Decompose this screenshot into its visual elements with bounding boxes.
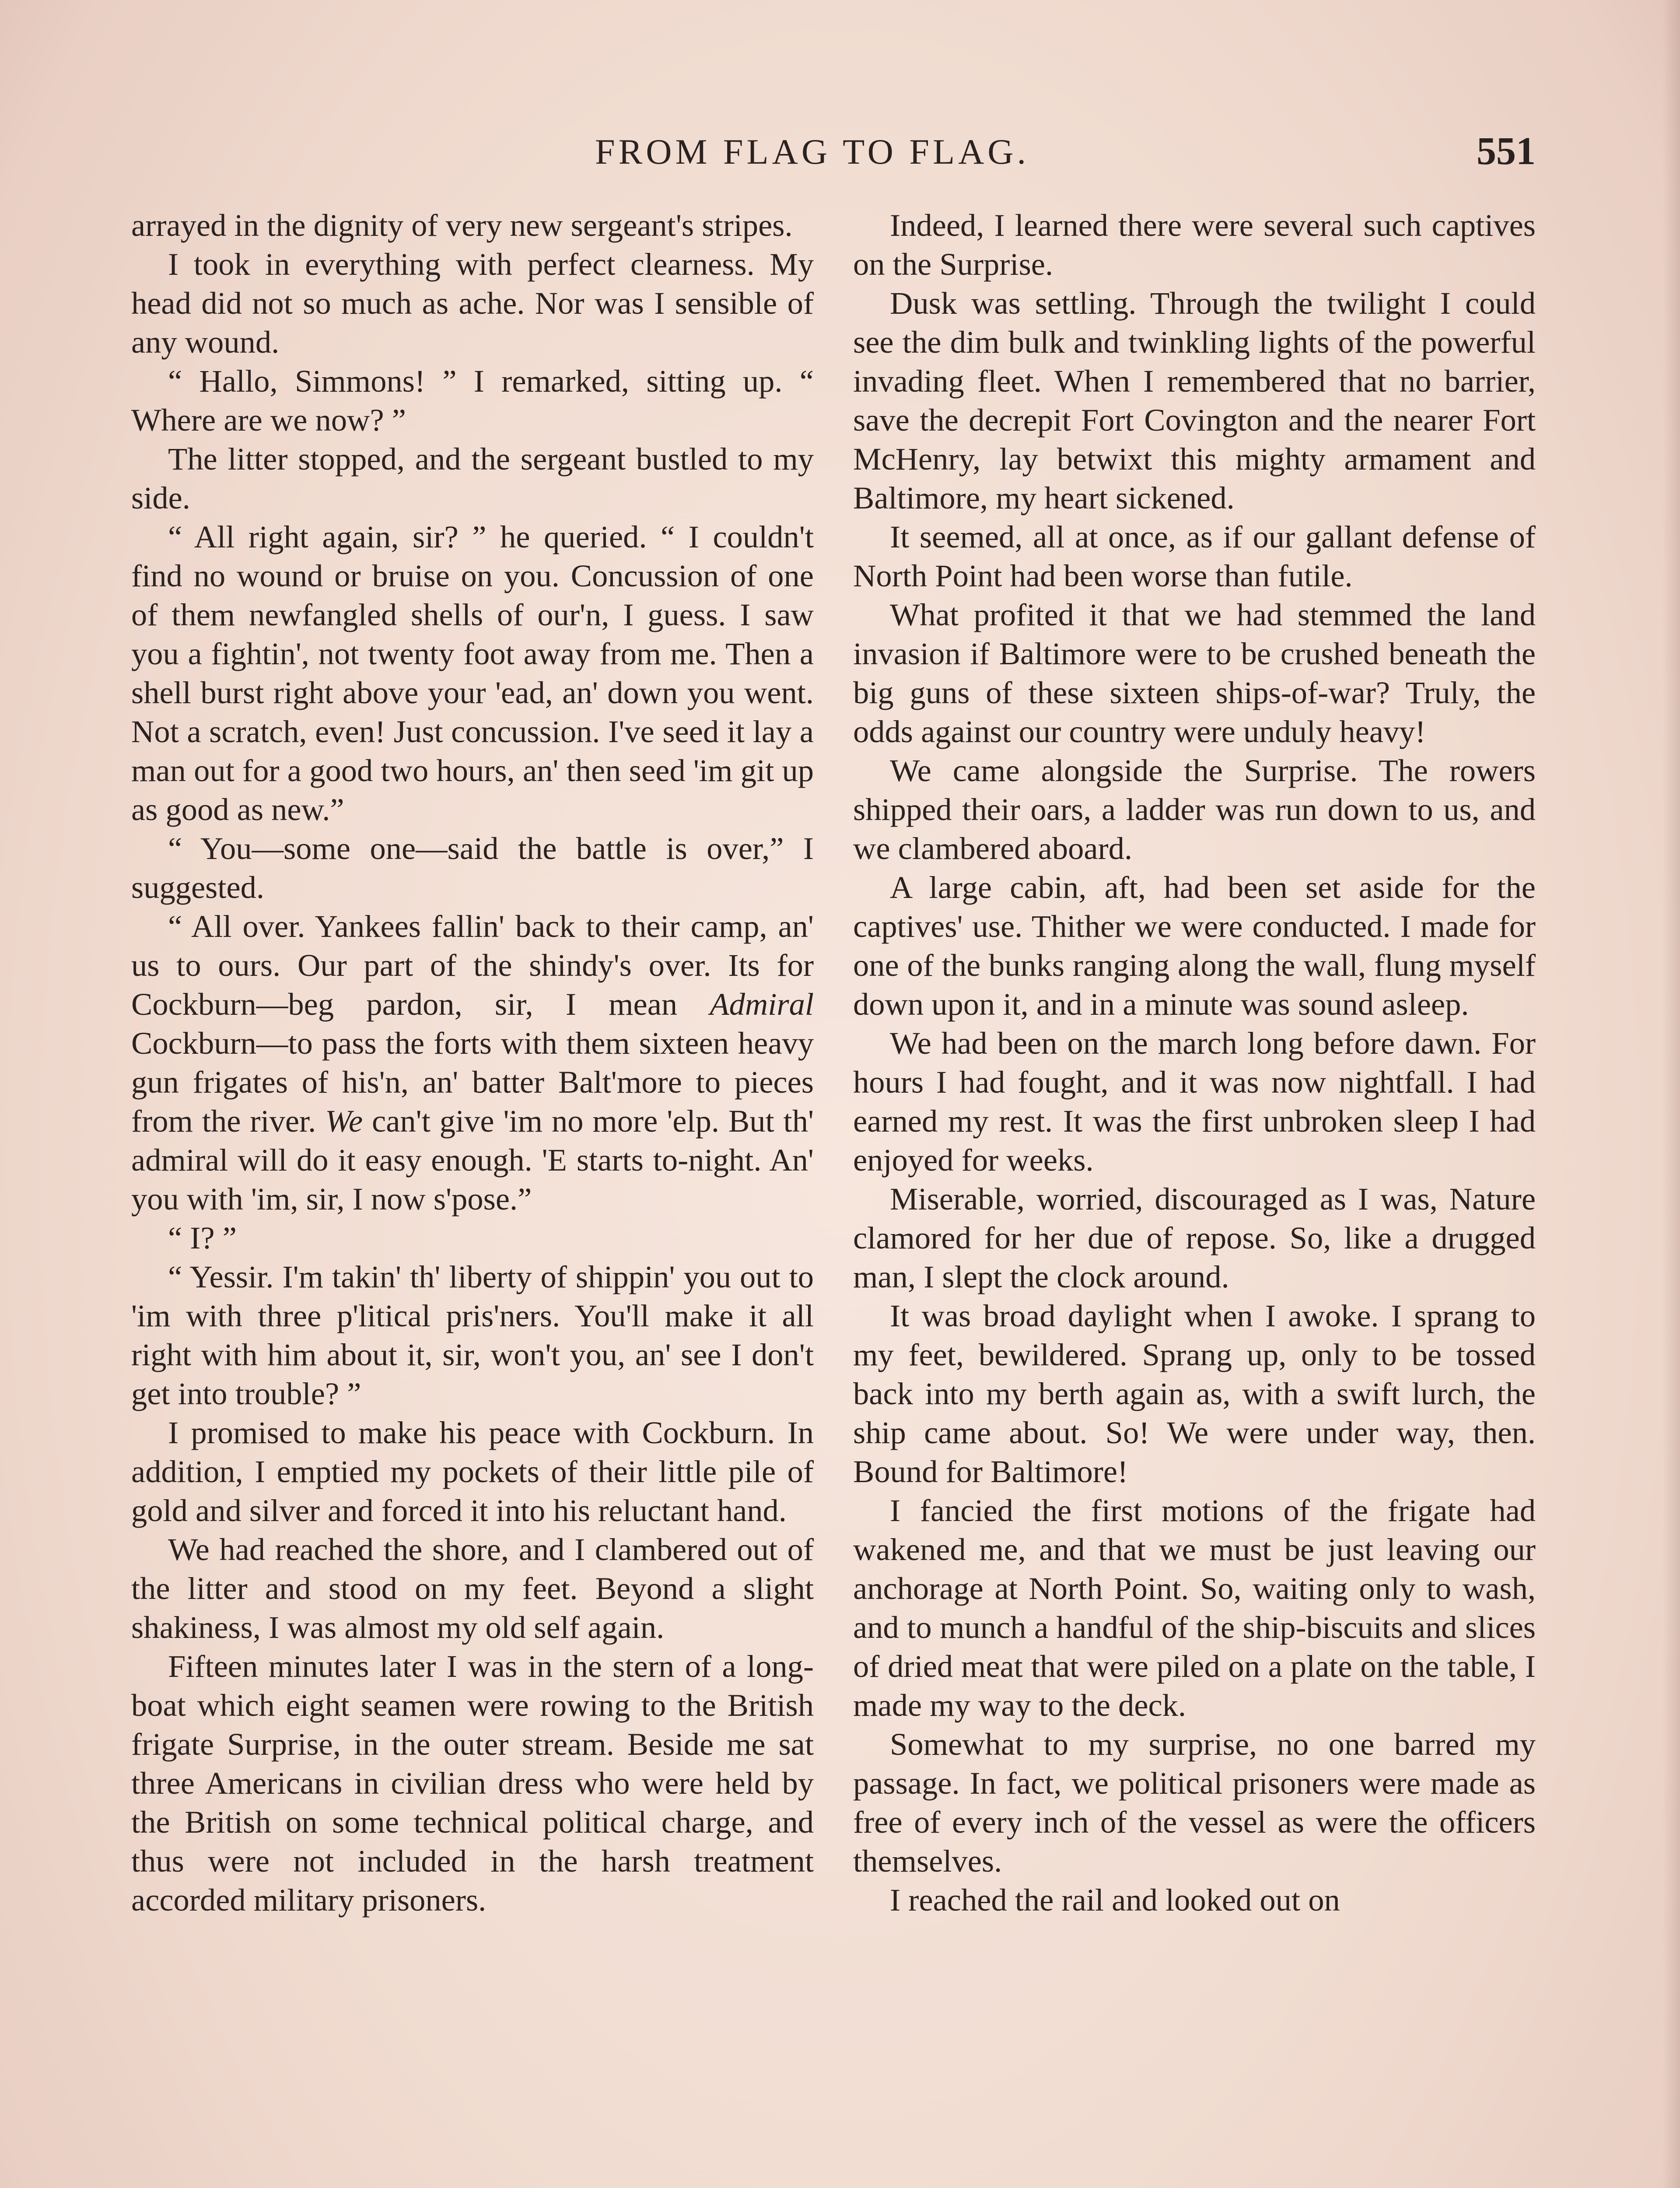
italic-word: We bbox=[325, 1103, 363, 1139]
paragraph: I fancied the first motions of the frigate had wakened me, and that we must be just leaving our anchorage at North Point. So, waiting only to wash, and to munch a handful of the ship-biscuits and slices of dried meat that were piled on a plate on the table, I made my way to the deck. bbox=[853, 1493, 1536, 1723]
paragraph: “ I? ” bbox=[168, 1220, 237, 1255]
paragraph: What profited it that we had stemmed the land invasion if Baltimore were to be crushed beneath the big guns of these sixteen ships-of-war? Truly, the odds against our country were unduly heavy! bbox=[853, 597, 1536, 749]
left-column bbox=[131, 206, 814, 1919]
italic-word: Admiral bbox=[710, 986, 814, 1022]
paragraph: “ You—some one—said the battle is over,” I suggested. bbox=[131, 831, 814, 905]
paragraph: Dusk was settling. Through the twilight I could see the dim bulk and twinkling lights of the powerful invading fleet. When I remembered that no barrier, save the decrepit Fort Covington and the nearer Fort McHenry, lay betwixt this mighty armament and Baltimore, my heart sickened. bbox=[853, 285, 1536, 515]
paragraph: I promised to make his peace with Cockburn. In addition, I emptied my pockets of their little pile of gold and silver and forced it into his reluctant hand. bbox=[131, 1415, 814, 1528]
paragraph-with-italics bbox=[131, 907, 814, 1218]
paragraph: I reached the rail and looked out on bbox=[890, 1882, 1340, 1918]
paragraph: “ Yessir. I'm takin' th' liberty of shippin' you out to 'im with three p'litical pris'ners. You'll make it all right with him about it, sir, won't you, an' see I don't get into trouble? ” bbox=[131, 1259, 814, 1411]
page-number: 551 bbox=[1477, 130, 1536, 173]
paragraph: Miserable, worried, discouraged as I was, Nature clamored for her due of repose. So, like a drugged man, I slept the clock around. bbox=[853, 1181, 1536, 1294]
paragraph: Indeed, I learned there were several such captives on the Surprise. bbox=[853, 207, 1536, 282]
paragraph: “ Hallo, Simmons! ” I remarked, sitting up. “ Where are we now? ” bbox=[131, 363, 814, 438]
right-column bbox=[853, 206, 1536, 1919]
paragraph: arrayed in the dignity of very new sergeant's stripes. bbox=[131, 207, 793, 243]
text-run: “ All over. Yankees fallin' back to their camp, an' us to ours. Our part of the shindy's over. Its for Cockburn—beg pardon, sir, I mean bbox=[131, 908, 814, 1022]
paragraph: We had reached the shore, and I clambered out of the litter and stood on my feet. Beyond a slight shakiness, I was almost my old self again. bbox=[131, 1532, 814, 1645]
paragraph: The litter stopped, and the sergeant bustled to my side. bbox=[131, 441, 814, 515]
paragraph: A large cabin, aft, had been set aside for the captives' use. Thither we were conducted. I made for one of the bunks ranging along the wall, flung myself down upon it, and in a minute was sound asleep. bbox=[853, 870, 1536, 1022]
running-title: FROM FLAG TO FLAG. bbox=[595, 132, 1030, 172]
text-columns bbox=[131, 206, 1536, 2188]
text-run: Cockburn—to pass the forts with them sixteen heavy gun frigates of his'n, an' batter Balt'more to pieces from the river. bbox=[131, 1025, 814, 1139]
paragraph: It was broad daylight when I awoke. I sprang to my feet, bewildered. Sprang up, only to be tossed back into my berth again as, with a swift lurch, the ship came about. So! We were under way, then. Bound for Baltimore! bbox=[853, 1298, 1536, 1489]
paragraph: We had been on the march long before dawn. For hours I had fought, and it was now nightfall. I had earned my rest. It was the first unbroken sleep I had enjoyed for weeks. bbox=[853, 1025, 1536, 1178]
paragraph: We came alongside the Surprise. The rowers shipped their oars, a ladder was run down to us, and we clambered aboard. bbox=[853, 753, 1536, 866]
paragraph: It seemed, all at once, as if our gallant defense of North Point had been worse than futile. bbox=[853, 519, 1536, 593]
page-edge-shadow bbox=[1662, 0, 1680, 2188]
paragraph: Somewhat to my surprise, no one barred my passage. In fact, we political prisoners were made as free of every inch of the vessel as were the officers themselves. bbox=[853, 1726, 1536, 1879]
paragraph: “ All right again, sir? ” he queried. “ I couldn't find no wound or bruise on you. Concussion of one of them newfangled shells of our'n, I guess. I saw you a fightin', not twenty foot away from me. Then a shell burst right above your 'ead, an' down you went. Not a scratch, even! Just concussion. I've seed it lay a man out for a good two hours, an' then seed 'im git up as good as new.” bbox=[131, 519, 814, 827]
text-run: can't give 'im no more 'elp. But th' admiral will do it easy enough. 'E starts to-night. An' you with 'im, sir, I now s'pose.” bbox=[131, 1103, 814, 1217]
paragraph: Fifteen minutes later I was in the stern of a long-boat which eight seamen were rowing to the British frigate Surprise, in the outer stream. Beside me sat three Americans in civilian dress who were held by the British on some technical political charge, and thus were not included in the harsh treatment accorded military prisoners. bbox=[131, 1648, 814, 1918]
page-header bbox=[0, 131, 1680, 179]
paragraph: I took in everything with perfect clearness. My head did not so much as ache. Nor was I sensible of any wound. bbox=[131, 246, 814, 360]
